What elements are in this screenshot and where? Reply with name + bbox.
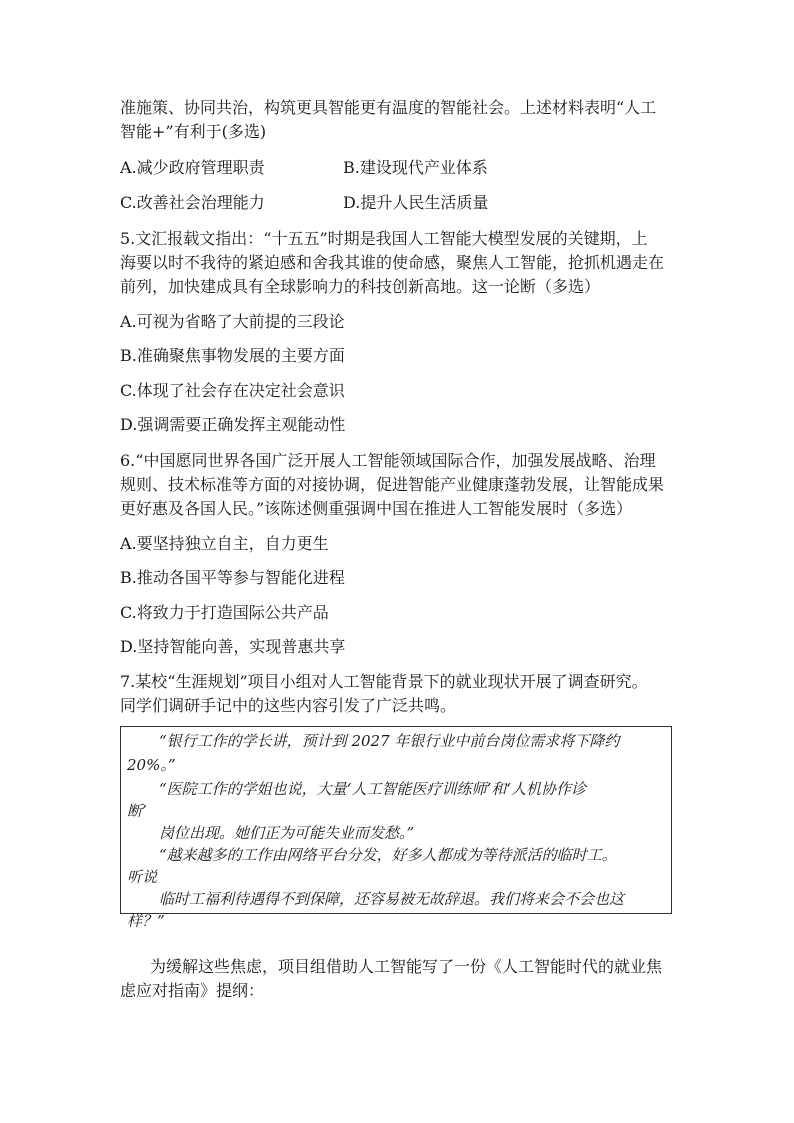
option-b: B.推动各国平等参与智能化进程 bbox=[120, 568, 345, 587]
question-6-text: 规则、技术标准等方面的对接协调，促进智能产业健康蓬勃发展，让智能成果 bbox=[120, 475, 665, 494]
quote-line: 听说 bbox=[127, 868, 158, 886]
closing-text: 虑应对指南》提纲： bbox=[120, 981, 265, 1000]
option-d: D.强调需要正确发挥主观能动性 bbox=[120, 415, 346, 434]
quote-line: 临时工福利待遇得不到保障，还容易被无故辞退。我们将来会不会也这 bbox=[159, 890, 625, 908]
text-line: 准施策、协同共治，构筑更具智能更有温度的智能社会。上述材料表明“人工 bbox=[120, 98, 657, 117]
option-a: A.减少政府管理职责 bbox=[120, 158, 265, 177]
quote-box bbox=[120, 726, 672, 930]
text-line: 智能+”有利于(多选) bbox=[120, 122, 267, 141]
quote-line: 20%。” bbox=[127, 756, 176, 774]
quote-line: “银行工作的学长讲，预计到 2027 年银行业中前台岗位需求将下降约 bbox=[159, 732, 620, 750]
option-a: A.要坚持独立自主，自力更生 bbox=[120, 534, 329, 553]
closing-text: 为缓解这些焦虑，项目组借助人工智能写了一份《人工智能时代的就业焦 bbox=[150, 957, 663, 976]
option-c: C.将致力于打造国际公共产品 bbox=[120, 603, 329, 622]
question-7-text: 同学们调研手记中的这些内容引发了广泛共鸣。 bbox=[120, 696, 457, 715]
option-c: C.改善社会治理能力 bbox=[120, 193, 265, 212]
quote-line: 样？” bbox=[127, 912, 165, 930]
option-c: C.体现了社会存在决定社会意识 bbox=[120, 381, 345, 400]
question-7-text: 7.某校“生涯规划”项目小组对人工智能背景下的就业现状开展了调查研究。 bbox=[120, 672, 648, 691]
option-b: B.准确聚焦事物发展的主要方面 bbox=[120, 346, 345, 365]
question-6-text: 更好惠及各国人民。”该陈述侧重强调中国在推进人工智能发展时（多选） bbox=[120, 499, 633, 518]
quote-line: “医院工作的学姐也说，大量‘人工智能医疗训练师’和‘人机协作诊 bbox=[159, 780, 586, 798]
quote-line: “越来越多的工作由网络平台分发，好多人都成为等待派活的临时工。 bbox=[159, 846, 617, 864]
option-b: B.建设现代产业体系 bbox=[343, 158, 488, 177]
question-5-text: 5.文汇报载文指出：“十五五”时期是我国人工智能大模型发展的关键期，上 bbox=[120, 229, 648, 248]
option-a: A.可视为省略了大前提的三段论 bbox=[120, 312, 345, 331]
quote-line: 断’ bbox=[127, 802, 147, 820]
question-5-text: 前列，加快建成具有全球影响力的科技创新高地。这一论断（多选） bbox=[120, 277, 601, 296]
option-d: D.提升人民生活质量 bbox=[343, 193, 489, 212]
question-6-text: 6.“中国愿同世界各国广泛开展人工智能领域国际合作，加强发展战略、治理 bbox=[120, 451, 656, 470]
quote-line: 岗位出现。她们正为可能失业而发愁。” bbox=[159, 824, 415, 842]
option-d: D.坚持智能向善，实现普惠共享 bbox=[120, 637, 346, 656]
question-5-text: 海要以时不我待的紧迫感和舍我其谁的使命感，聚焦人工智能，抢抓机遇走在 bbox=[120, 253, 665, 272]
